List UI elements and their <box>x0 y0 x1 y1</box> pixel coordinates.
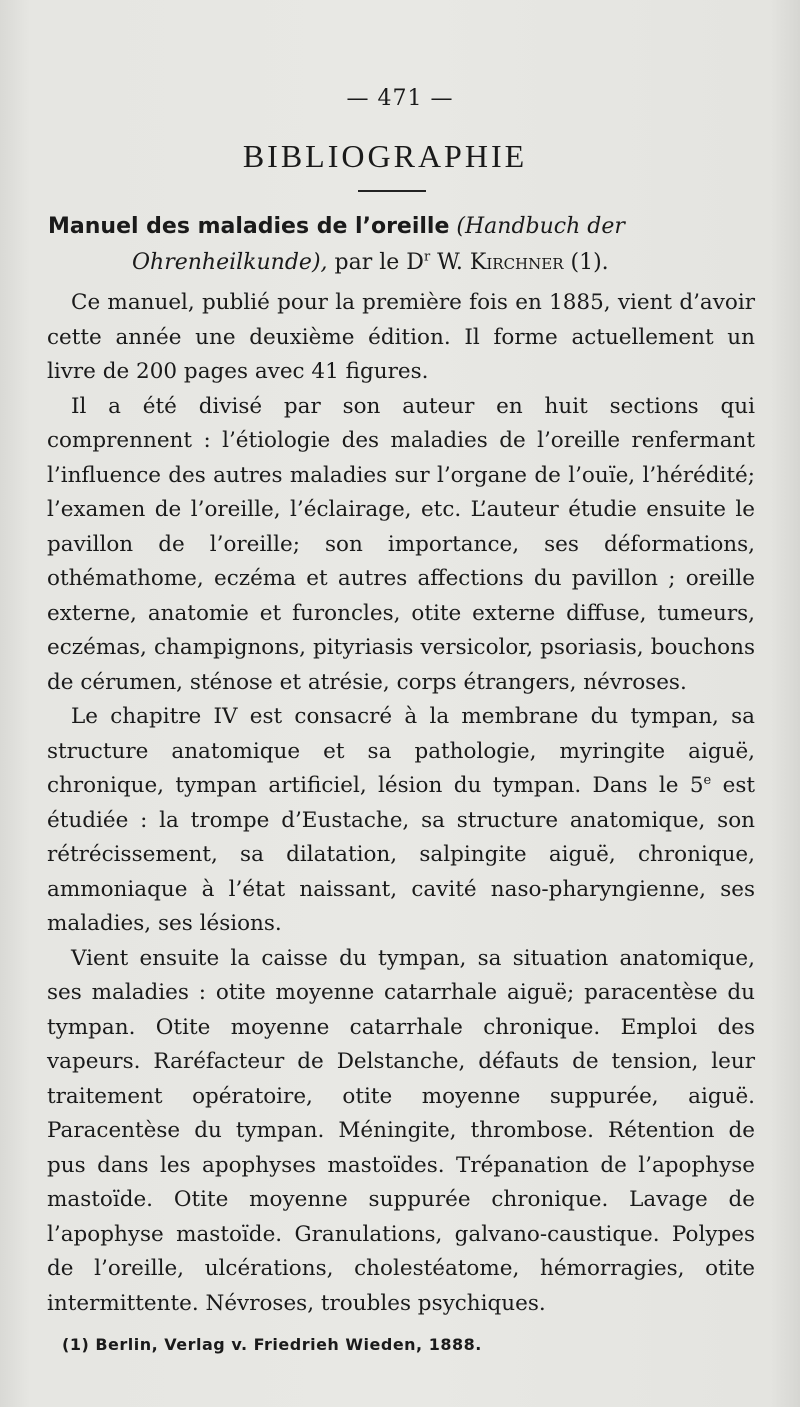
paragraph-3-text-b: est étudiée : la trompe d’Eustache, sa structure anatomique, son rétrécissement, sa dilatation, salpingite aiguë, chronique, ammoniaque à l’état naissant, cavité naso-pharyngienne, ses maladies, ses lésions. <box>47 773 755 936</box>
title-by: par le D <box>334 250 424 275</box>
page-number: — 471 — <box>346 86 454 111</box>
entry-title <box>48 209 760 281</box>
author-name: Kirchner <box>469 250 564 275</box>
paragraph-3-sup: e <box>703 772 712 788</box>
paragraph-2: Il a été divisé par son auteur en huit sections qui comprennent : l’étiologie des maladies de l’oreille renfermant l’influence des autres maladies sur l’organe de l’ouïe, l’hérédité; l’examen de l’oreille, l’éclairage, etc. L’auteur étudie ensuite le pavillon de l’oreille; son importance, ses déformations, othémathome, eczéma et autres affections du pavillon ; oreille externe, anatomie et furoncles, otite externe diffuse, tumeurs, eczémas, champignons, pityriasis versicolor, psoriasis, bouchons de cérumen, sténose et atrésie, corps étrangers, névroses. <box>47 393 755 695</box>
heading-rule <box>358 190 426 192</box>
title-italic-close: Ohrenheilkunde), <box>132 250 328 275</box>
paragraph-4: Vient ensuite la caisse du tympan, sa situation anatomique, ses maladies : otite moyenne catarrhale aiguë; paracentèse du tympan. Otite moyenne catarrhale chronique. Emploi des vapeurs. Raréfacteur de Delstanche, défauts de tension, leur traitement opératoire, otite moyenne suppurée, aiguë. Paracentèse du tympan. Méningite, thrombose. Rétention de pus dans les apophyses mastoïdes. Trépanation de l’apophyse mastoïde. Otite moyenne suppurée chronique. Lavage de l’apophyse mastoïde. Granulations, galvano-caustique. Polypes de l’oreille, ulcérations, cholestéatome, hémorragies, otite intermittente. Névroses, troubles psychiques. <box>47 945 755 1316</box>
paragraph-1: Ce manuel, publié pour la première fois en 1885, vient d’avoir cette année une deuxième édition. Il forme actuellement un livre de 200 pages avec 41 figures. <box>47 290 755 384</box>
title-bold: Manuel des maladies de l’oreille <box>48 214 450 239</box>
title-doctor-sup: r <box>423 249 431 265</box>
footnote-ref: (1). <box>570 250 609 275</box>
title-line-2 <box>48 245 760 281</box>
paragraph-3-text-a: Le chapitre IV est consacré à la membrane du tympan, sa structure anatomique et sa pathologie, myringite aiguë, chronique, tympan artificiel, lésion du tympan. Dans le 5 <box>47 704 755 798</box>
paragraph-3 <box>47 700 755 942</box>
body-text <box>47 286 755 1321</box>
title-italic-open: (Handbuch der <box>456 214 625 239</box>
author-initial: W. <box>437 250 463 275</box>
section-heading: BIBLIOGRAPHIE <box>242 138 528 174</box>
footnote: (1) Berlin, Verlag v. Friedrieh Wieden, 1888. <box>62 1335 482 1354</box>
